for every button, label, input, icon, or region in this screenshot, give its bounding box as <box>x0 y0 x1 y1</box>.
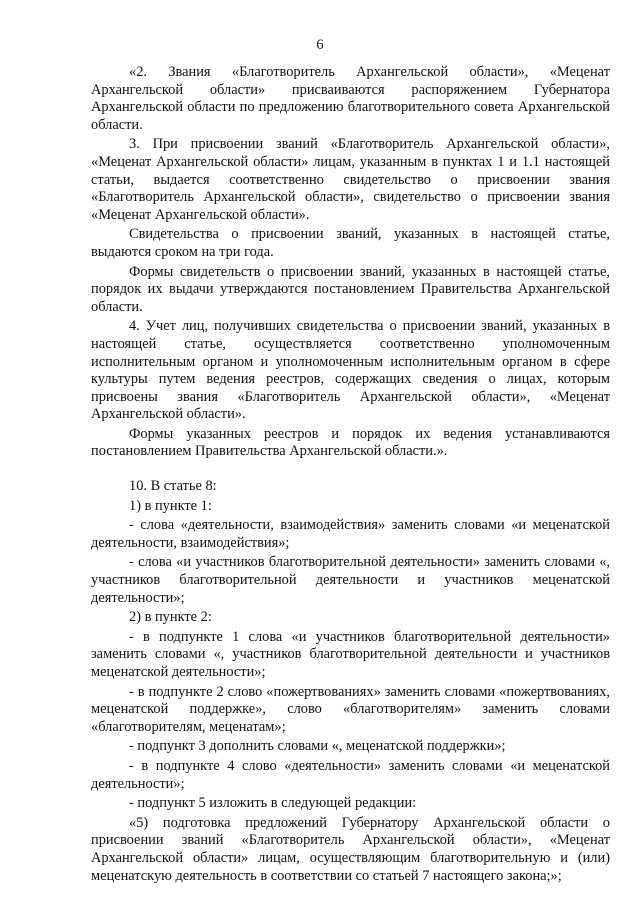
list-item: - подпункт 5 изложить в следующей редакции: <box>129 795 417 812</box>
paragraph: 1) в пункте 1: <box>129 497 212 514</box>
paragraph: 2) в пункте 2: <box>129 609 212 626</box>
list-item: - подпункт 3 дополнить словами «, меценатской поддержки»; <box>129 738 506 755</box>
list-item: - слова «и участников благотворительной деятельности» заменить словами «, участников благотворительной деятельности и участников меценатской деятельности»; <box>91 554 610 606</box>
paragraph: Свидетельства о присвоении званий, указанных в настоящей статье, выдаются сроком на три года. <box>91 226 610 260</box>
paragraph: Формы свидетельств о присвоении званий, указанных в настоящей статье, порядок их выдачи утверждаются постановлением Правительства Архангельской области. <box>91 263 610 315</box>
section-heading: 10. В статье 8: <box>129 478 217 495</box>
paragraph: «5) подготовка предложений Губернатору Архангельской области о присвоении званий «Благотворитель Архангельской области», «Меценат Архангельской области» лицам, осуществляющим благотворительную и (или) меценатскую деятельность в соответствии со статьей 7 настоящего закона;»; <box>91 814 610 884</box>
document-body <box>91 64 610 887</box>
paragraph: 4. Учет лиц, получивших свидетельства о присвоении званий, указанных в настоящей статье, осуществляется соответственно уполномоченным исполнительным органом и уполномоченным исполнительным органом в сфере культуры путем ведения реестров, содержащих сведения о лицах, которым присвоены звания «Благотворитель Архангельской области», «Меценат Архангельской области». <box>91 318 610 423</box>
list-item: - в подпункте 1 слова «и участников благотворительной деятельности» заменить словами «, участников благотворительной деятельности и участников меценатской деятельности»; <box>91 628 610 680</box>
paragraph: 3. При присвоении званий «Благотворитель Архангельской области», «Меценат Архангельской области» лицам, указанным в пунктах 1 и 1.1 настоящей статьи, выдается соответственно свидетельство о присвоении звания «Благотворитель Архангельской области», свидетельство о присвоении звания «Меценат Архангельской области». <box>91 136 610 223</box>
paragraph: «2. Звания «Благотворитель Архангельской области», «Меценат Архангельской области» присваиваются распоряжением Губернатора Архангельской области по предложению благотворительного совета Архангельской области. <box>91 64 610 133</box>
list-item: - в подпункте 2 слово «пожертвованиях» заменить словами «пожертвованиях, меценатской поддержке», слово «благотворителям» заменить словами «благотворителям, меценатам»; <box>91 683 610 735</box>
page-number: 6 <box>316 37 324 53</box>
list-item: - в подпункте 4 слово «деятельности» заменить словами «и меценатской деятельности»; <box>91 757 610 792</box>
paragraph: Формы указанных реестров и порядок их ведения устанавливаются постановлением Правительства Архангельской области.». <box>91 425 610 460</box>
list-item: - слова «деятельности, взаимодействия» заменить словами «и меценатской деятельности, взаимодействия»; <box>91 517 610 551</box>
